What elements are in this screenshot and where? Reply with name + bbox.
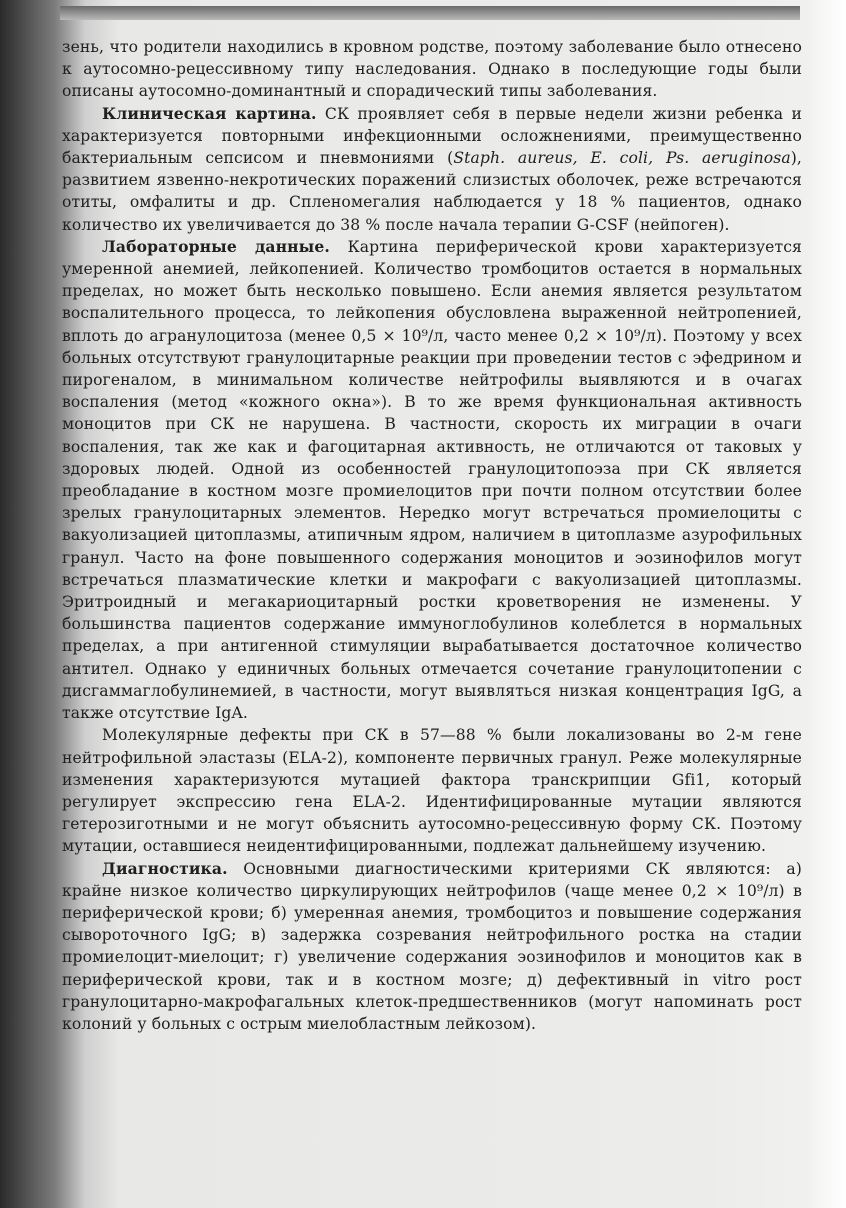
body-text — [62, 36, 802, 1035]
paragraph-text: Молекулярные дефекты при СК в 57—88 % были локализованы во 2-м гене нейтрофильной эластазы (ELA-2), компоненте первичных гранул. Реже молекулярные изменения характеризуются мутацией фактора транскрипции Gfi1, который регулирует экспрессию гена ELA-2. Идентифицированные мутации являются гетерозиготными и не могут объяснить аутосомно-рецессивную форму СК. Поэтому мутации, оставшиеся неидентифицированными, подлежат дальнейшему изучению. — [62, 726, 802, 856]
paragraph-text: Картина периферической крови характеризуется умеренной анемией, лейкопенией. Количество тромбоцитов остается в нормальных пределах, но может быть несколько повышено. Если анемия является результатом воспалительного процесса, то лейкопения обусловлена выраженной нейтропенией, вплоть до агранулоцитоза (менее 0,5 × 10⁹/л, часто менее 0,2 × 10⁹/л). Поэтому у всех больных отсутствуют гранулоцитарные реакции при проведении тестов с эфедрином и пирогеналом, в минимальном количестве нейтрофилы выявляются и в очагах воспаления (метод «кожного окна»). В то же время функциональная активность моноцитов при СК не нарушена. В частности, скорость их миграции в очаги воспаления, так же как и фагоцитарная активность, не отличаются от таковых у здоровых людей. Одной из особенностей гранулоцитопоэза при СК является преобладание в костном мозге промиелоцитов при почти полном отсутствии более зрелых гранулоцитарных элементов. Нередко могут встречаться промиелоциты с вакуолизацией цитоплазмы, атипичным ядром, наличием в цитоплазме азурофильных гранул. Часто на фоне повышенного содержания моноцитов и эозинофилов могут встречаться плазматические клетки и макрофаги с вакуолизацией цитоплазмы. Эритроидный и мегакариоцитарный ростки кроветворения не изменены. У большинства пациентов содержание иммуноглобулинов колеблется в нормальных пределах, а при антигенной стимуляции вырабатывается достаточное количество антител. Однако у единичных больных отмечается сочетание гранулоцитопении с дисгаммаглобулинемией, в частности, могут выявляться низкая концентрация IgG, а также отсутствие IgA. — [62, 237, 802, 723]
paragraph-continuation — [62, 36, 802, 103]
section-heading-lab: Лабораторные данные. — [102, 236, 330, 256]
paragraph-lab-data — [62, 236, 802, 724]
paragraph-clinical-picture — [62, 103, 802, 236]
paragraph-text: Основными диагностическими критериями СК являются: а) крайне низкое количество циркулирующих нейтрофилов (чаще менее 0,2 × 10⁹/л) в периферической крови; б) умеренная анемия, тромбоцитоз и повышение содержания сывороточного IgG; в) задержка созревания нейтрофильного ростка на стадии промиелоцит-миелоцит; г) увеличение содержания эозинофилов и моноцитов как в периферической крови, так и в костном мозге; д) дефективный in vitro рост гранулоцитарно-макрофагальных клеток-предшественников (могут напоминать рост колоний у больных с острым миелобластным лейкозом). — [62, 859, 802, 1033]
paragraph-text: зень, что родители находились в кровном родстве, поэтому заболевание было отнесено к аутосомно-рецессивному типу наследования. Однако в последующие годы были описаны аутосомно-доминантный и спорадический типы заболевания. — [62, 38, 802, 101]
paragraph-text: ), развитием язвенно-некротических поражений слизистых оболочек, реже встречаются отиты, омфалиты и др. Спленомегалия наблюдается у 18 % пациентов, однако количество их увеличивается до 38 % после начала терапии G-CSF (нейпоген). — [62, 149, 802, 234]
paragraph-molecular — [62, 724, 802, 857]
section-heading-clinical: Клиническая картина. — [102, 103, 317, 123]
bacteria-names: Staph. aureus, E. coli, Ps. aeruginosa — [453, 149, 791, 168]
section-heading-diagnostics: Диагностика. — [102, 858, 228, 878]
paragraph-text: СК проявляет себя в первые недели жизни ребенка и характеризуется повторными инфекционными осложнениями, преимущественно бактериальным сепсисом и пневмониями ( — [62, 104, 803, 168]
paragraph-diagnostics — [62, 858, 802, 1036]
scan-edge-shadow — [60, 6, 800, 20]
page-edge-highlight — [806, 0, 846, 1208]
